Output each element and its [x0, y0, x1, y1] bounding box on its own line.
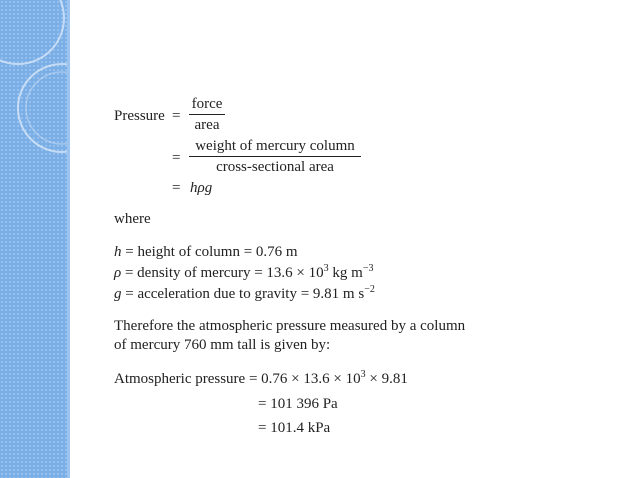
exponent: −2 — [364, 284, 375, 295]
atmospheric-line-1 — [114, 371, 408, 388]
atmospheric-label: Atmospheric pressure — [114, 371, 246, 387]
definition-unit: kg m — [328, 265, 363, 281]
fraction-bar — [189, 156, 361, 157]
fraction-numerator: weight of mercury column — [195, 138, 355, 154]
equals-sign: = — [172, 108, 181, 124]
fraction-numerator: force — [191, 96, 223, 112]
exponent: −3 — [362, 263, 374, 274]
pressure-label: Pressure — [114, 108, 165, 124]
definition-text: = acceleration due to gravity = 9.81 m s — [121, 286, 365, 302]
symbol: g — [114, 286, 122, 302]
equals-sign: = — [172, 150, 181, 166]
therefore-line-2: of mercury 760 mm tall is given by: — [114, 337, 331, 353]
pressure-result: hρg — [190, 180, 213, 196]
definition-row — [114, 286, 375, 303]
force-over-area-fraction — [189, 96, 225, 134]
atmospheric-expression: = 0.76 × 13.6 × 10 — [245, 371, 361, 387]
where-label: where — [114, 211, 151, 227]
definition-text: = height of column = 0.76 m — [121, 244, 298, 260]
fraction-denominator: cross-sectional area — [216, 159, 334, 175]
atmospheric-line-3: = 101.4 kPa — [258, 420, 331, 436]
exponent: 3 — [323, 263, 329, 274]
symbol: h — [114, 244, 122, 260]
definition-row — [114, 244, 298, 261]
symbol: ρ — [114, 265, 122, 281]
atmospheric-line-2: = 101 396 Pa — [258, 396, 338, 412]
definition-text: = density of mercury = 13.6 × 10 — [121, 265, 324, 281]
fraction-denominator: area — [194, 117, 220, 133]
therefore-line-1: Therefore the atmospheric pressure measured by a column — [114, 318, 466, 334]
exponent: 3 — [360, 369, 366, 380]
fraction-bar — [189, 114, 225, 115]
atmospheric-expression-tail: × 9.81 — [365, 371, 408, 387]
equals-sign: = — [172, 180, 181, 196]
weight-over-area-fraction — [189, 138, 361, 176]
definition-row — [114, 265, 373, 282]
